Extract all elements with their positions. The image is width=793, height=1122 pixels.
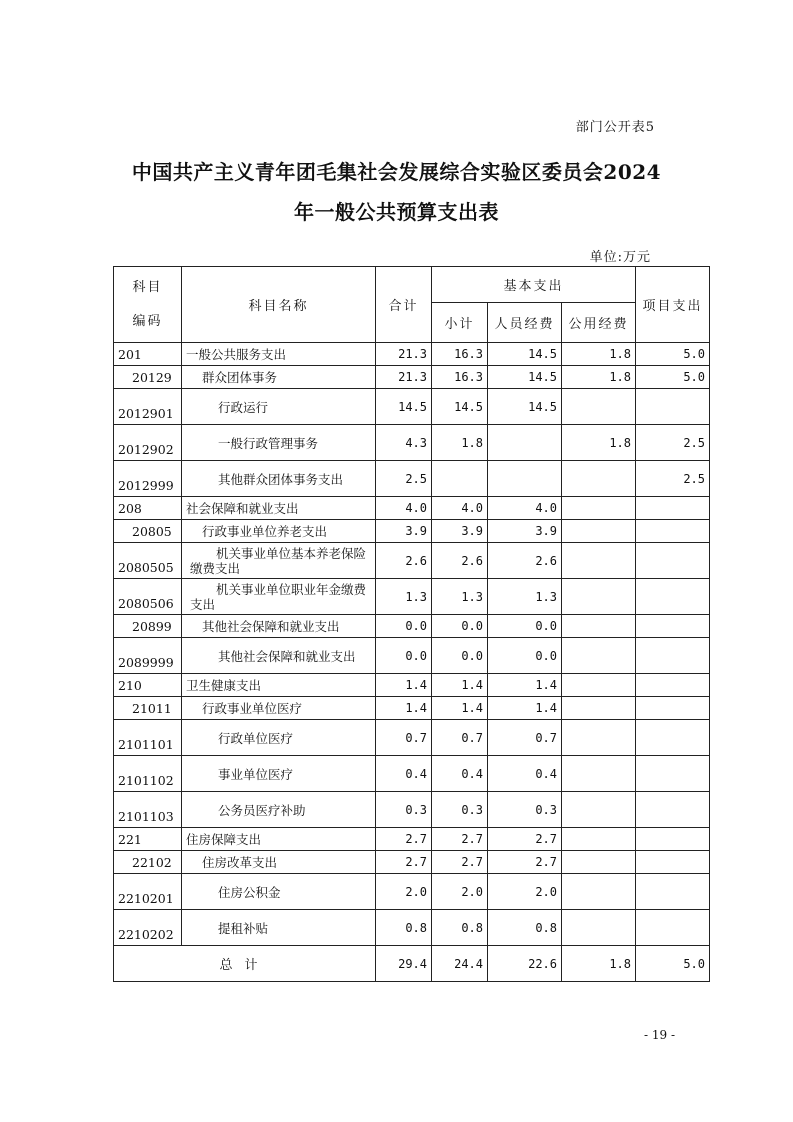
header-code <box>114 267 182 343</box>
table-row <box>114 615 710 638</box>
row-public <box>562 720 636 756</box>
table-row <box>114 389 710 425</box>
row-name: 卫生健康支出 <box>182 674 376 697</box>
table-row <box>114 520 710 543</box>
row-project: 5.0 <box>636 366 710 389</box>
row-personnel: 2.7 <box>488 851 562 874</box>
row-code: 210 <box>114 674 182 697</box>
grand-total-total: 29.4 <box>376 946 432 982</box>
row-code: 22102 <box>114 851 182 874</box>
table-row <box>114 697 710 720</box>
row-project <box>636 792 710 828</box>
row-code: 2080505 <box>114 543 182 579</box>
row-personnel: 0.0 <box>488 638 562 674</box>
row-total: 0.0 <box>376 638 432 674</box>
row-code: 2089999 <box>114 638 182 674</box>
table-row <box>114 851 710 874</box>
table-row <box>114 674 710 697</box>
row-total: 0.3 <box>376 792 432 828</box>
grand-total-row <box>114 946 710 982</box>
row-name: 住房公积金 <box>182 874 376 910</box>
row-subtotal: 0.3 <box>432 792 488 828</box>
header-total: 合计 <box>376 267 432 343</box>
row-public <box>562 674 636 697</box>
row-subtotal: 16.3 <box>432 343 488 366</box>
row-total: 4.3 <box>376 425 432 461</box>
row-total: 2.0 <box>376 874 432 910</box>
row-public <box>562 579 636 615</box>
table-row <box>114 792 710 828</box>
row-personnel: 1.4 <box>488 674 562 697</box>
row-subtotal: 1.3 <box>432 579 488 615</box>
title-line-1: 中国共产主义青年团毛集社会发展综合实验区委员会2024 <box>131 160 662 184</box>
row-name: 行政事业单位养老支出 <box>182 520 376 543</box>
row-public <box>562 543 636 579</box>
row-personnel: 0.0 <box>488 615 562 638</box>
row-subtotal: 4.0 <box>432 497 488 520</box>
row-project <box>636 756 710 792</box>
row-project <box>636 874 710 910</box>
row-project: 5.0 <box>636 343 710 366</box>
row-name: 公务员医疗补助 <box>182 792 376 828</box>
row-name: 行政事业单位医疗 <box>182 697 376 720</box>
row-subtotal: 2.7 <box>432 828 488 851</box>
row-personnel: 2.6 <box>488 543 562 579</box>
row-personnel: 14.5 <box>488 389 562 425</box>
row-code: 2101103 <box>114 792 182 828</box>
row-personnel: 14.5 <box>488 343 562 366</box>
table-row <box>114 497 710 520</box>
row-project <box>636 497 710 520</box>
row-subtotal: 16.3 <box>432 366 488 389</box>
row-public <box>562 615 636 638</box>
header-public: 公用经费 <box>562 303 636 343</box>
unit-label: 单位:万元 <box>589 250 651 265</box>
row-total: 0.8 <box>376 910 432 946</box>
row-subtotal: 2.0 <box>432 874 488 910</box>
table-row <box>114 461 710 497</box>
row-project <box>636 720 710 756</box>
row-project: 2.5 <box>636 425 710 461</box>
row-code: 20129 <box>114 366 182 389</box>
row-total: 0.4 <box>376 756 432 792</box>
row-code: 2210202 <box>114 910 182 946</box>
row-public <box>562 756 636 792</box>
row-code: 2210201 <box>114 874 182 910</box>
row-total: 2.7 <box>376 828 432 851</box>
row-total: 1.3 <box>376 579 432 615</box>
row-code: 2080506 <box>114 579 182 615</box>
page-number: - 19 - <box>643 1028 675 1042</box>
row-personnel: 1.3 <box>488 579 562 615</box>
table-row <box>114 638 710 674</box>
row-total: 0.0 <box>376 615 432 638</box>
row-name: 住房改革支出 <box>182 851 376 874</box>
header-subtotal: 小计 <box>432 303 488 343</box>
row-code: 2101101 <box>114 720 182 756</box>
row-personnel <box>488 425 562 461</box>
header-personnel: 人员经费 <box>488 303 562 343</box>
header-basic: 基本支出 <box>432 267 636 303</box>
row-subtotal: 1.4 <box>432 674 488 697</box>
row-project <box>636 389 710 425</box>
row-subtotal: 1.4 <box>432 697 488 720</box>
row-total: 0.7 <box>376 720 432 756</box>
row-subtotal: 2.7 <box>432 851 488 874</box>
row-code: 21011 <box>114 697 182 720</box>
row-public <box>562 828 636 851</box>
row-code: 2012999 <box>114 461 182 497</box>
row-project <box>636 615 710 638</box>
row-name: 住房保障支出 <box>182 828 376 851</box>
row-public: 1.8 <box>562 425 636 461</box>
row-total: 21.3 <box>376 343 432 366</box>
row-personnel: 1.4 <box>488 697 562 720</box>
row-name: 社会保障和就业支出 <box>182 497 376 520</box>
row-project <box>636 674 710 697</box>
row-total: 4.0 <box>376 497 432 520</box>
row-project <box>636 520 710 543</box>
row-total: 2.6 <box>376 543 432 579</box>
grand-total-subtotal: 24.4 <box>432 946 488 982</box>
row-name: 事业单位医疗 <box>182 756 376 792</box>
row-name: 其他社会保障和就业支出 <box>182 638 376 674</box>
row-public: 1.8 <box>562 343 636 366</box>
row-subtotal <box>432 461 488 497</box>
row-name: 群众团体事务 <box>182 366 376 389</box>
row-project <box>636 828 710 851</box>
row-total: 1.4 <box>376 674 432 697</box>
row-project <box>636 697 710 720</box>
row-code: 2101102 <box>114 756 182 792</box>
row-total: 21.3 <box>376 366 432 389</box>
row-project <box>636 543 710 579</box>
row-public <box>562 910 636 946</box>
table-row <box>114 874 710 910</box>
row-public <box>562 874 636 910</box>
row-subtotal: 3.9 <box>432 520 488 543</box>
table-row <box>114 828 710 851</box>
row-subtotal: 0.7 <box>432 720 488 756</box>
row-public <box>562 389 636 425</box>
row-personnel: 4.0 <box>488 497 562 520</box>
table-row <box>114 579 710 615</box>
row-public <box>562 520 636 543</box>
row-personnel: 0.7 <box>488 720 562 756</box>
row-subtotal: 14.5 <box>432 389 488 425</box>
header-project: 项目支出 <box>636 267 710 343</box>
row-total: 14.5 <box>376 389 432 425</box>
row-code: 2012902 <box>114 425 182 461</box>
header-name: 科目名称 <box>182 267 376 343</box>
row-name: 机关事业单位基本养老保险缴费支出 <box>182 543 376 579</box>
row-name: 一般公共服务支出 <box>182 343 376 366</box>
row-public <box>562 638 636 674</box>
row-public: 1.8 <box>562 366 636 389</box>
row-personnel: 0.3 <box>488 792 562 828</box>
row-subtotal: 0.4 <box>432 756 488 792</box>
table-row <box>114 366 710 389</box>
row-personnel: 2.0 <box>488 874 562 910</box>
row-project: 2.5 <box>636 461 710 497</box>
row-personnel: 0.8 <box>488 910 562 946</box>
page-title <box>0 152 793 232</box>
row-name: 机关事业单位职业年金缴费支出 <box>182 579 376 615</box>
row-code: 2012901 <box>114 389 182 425</box>
row-public <box>562 851 636 874</box>
row-name: 提租补贴 <box>182 910 376 946</box>
row-name: 行政运行 <box>182 389 376 425</box>
table-row <box>114 543 710 579</box>
table-row <box>114 720 710 756</box>
row-subtotal: 0.0 <box>432 615 488 638</box>
table-row <box>114 343 710 366</box>
table-number-label: 部门公开表5 <box>575 120 655 135</box>
row-subtotal: 1.8 <box>432 425 488 461</box>
table-row <box>114 756 710 792</box>
row-project <box>636 579 710 615</box>
row-public <box>562 497 636 520</box>
row-subtotal: 0.0 <box>432 638 488 674</box>
row-personnel: 14.5 <box>488 366 562 389</box>
row-code: 221 <box>114 828 182 851</box>
row-code: 20805 <box>114 520 182 543</box>
row-public <box>562 792 636 828</box>
row-project <box>636 638 710 674</box>
table-row <box>114 910 710 946</box>
header-code-bottom: 编码 <box>132 313 163 329</box>
header-code-top: 科目 <box>132 279 163 295</box>
row-personnel: 3.9 <box>488 520 562 543</box>
row-personnel: 0.4 <box>488 756 562 792</box>
row-subtotal: 0.8 <box>432 910 488 946</box>
row-code: 20899 <box>114 615 182 638</box>
row-project <box>636 910 710 946</box>
grand-total-project: 5.0 <box>636 946 710 982</box>
grand-total-label: 总计 <box>114 946 376 982</box>
row-name: 一般行政管理事务 <box>182 425 376 461</box>
row-personnel: 2.7 <box>488 828 562 851</box>
row-name: 行政单位医疗 <box>182 720 376 756</box>
row-personnel <box>488 461 562 497</box>
row-name: 其他社会保障和就业支出 <box>182 615 376 638</box>
row-subtotal: 2.6 <box>432 543 488 579</box>
title-line-2: 年一般公共预算支出表 <box>294 200 499 224</box>
row-project <box>636 851 710 874</box>
row-total: 1.4 <box>376 697 432 720</box>
table-row <box>114 425 710 461</box>
grand-total-personnel: 22.6 <box>488 946 562 982</box>
row-total: 3.9 <box>376 520 432 543</box>
row-total: 2.7 <box>376 851 432 874</box>
row-name: 其他群众团体事务支出 <box>182 461 376 497</box>
row-code: 208 <box>114 497 182 520</box>
grand-total-public: 1.8 <box>562 946 636 982</box>
row-public <box>562 697 636 720</box>
row-total: 2.5 <box>376 461 432 497</box>
row-code: 201 <box>114 343 182 366</box>
row-public <box>562 461 636 497</box>
budget-table <box>113 266 710 982</box>
